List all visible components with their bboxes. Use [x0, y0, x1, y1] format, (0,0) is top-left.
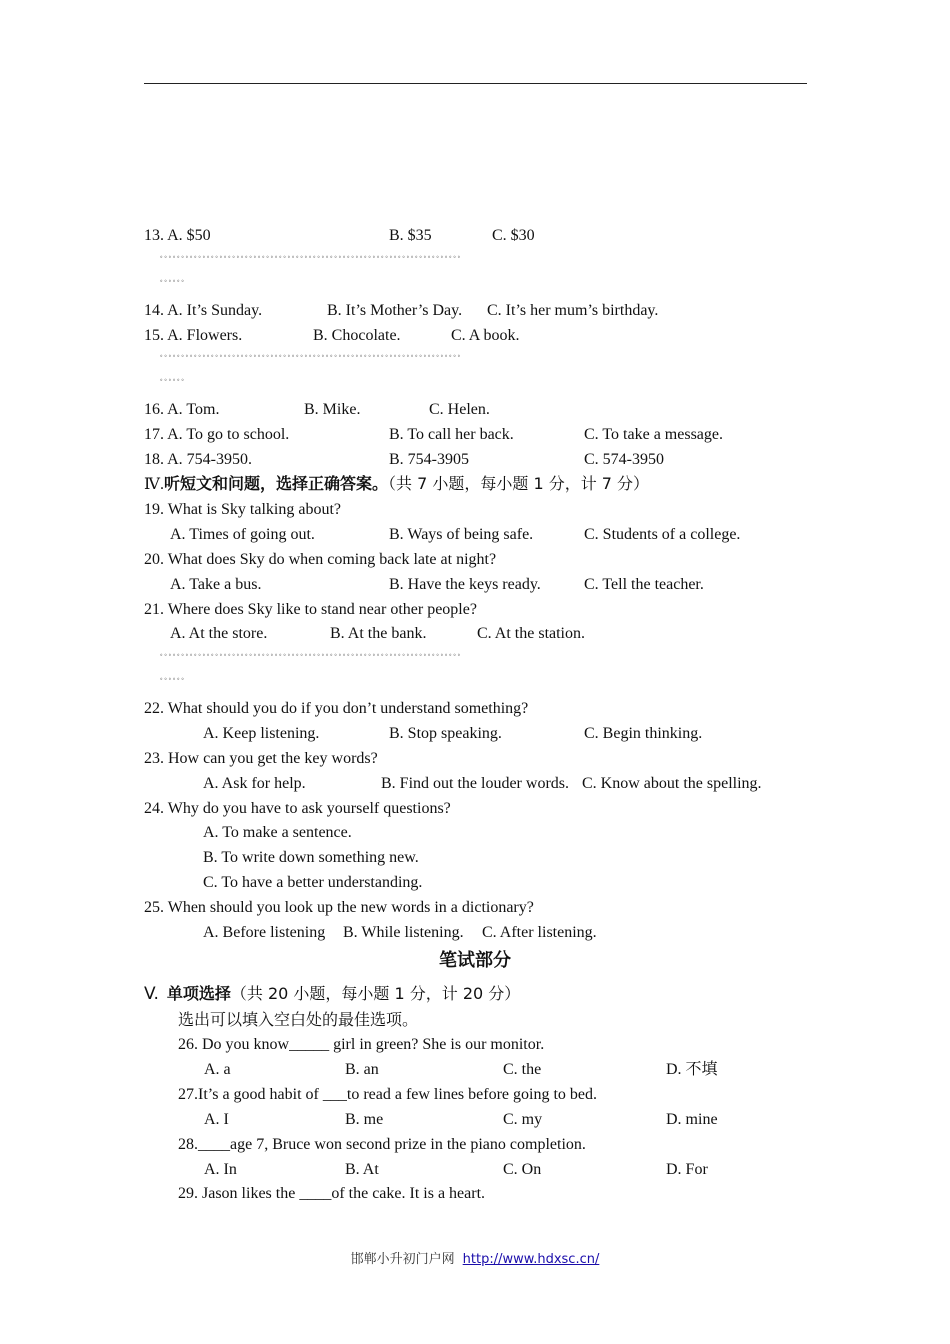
q19-question: 19. What is Sky talking about? [144, 501, 342, 518]
q24-option-a: A. To make a sentence. [203, 824, 352, 841]
q16-option-a: 16. A. Tom. [144, 401, 220, 418]
q25-option-c: C. After listening. [482, 924, 597, 941]
q28-option-a: A. In [204, 1161, 237, 1178]
q19-option-c: C. Students of a college. [584, 526, 741, 543]
q24-question: 24. Why do you have to ask yourself questions? [144, 800, 451, 817]
q23-option-c: C. Know about the spelling. [582, 775, 762, 792]
q17-option-b: B. To call her back. [389, 426, 514, 443]
q13-option-b: B. $35 [389, 227, 432, 244]
q15-option-b: B. Chocolate. [313, 327, 401, 344]
q28-question: 28.____age 7, Bruce won second prize in the piano completion. [178, 1136, 586, 1153]
dotted-separator: ﾟﾟﾟﾟﾟﾟﾟﾟﾟﾟﾟﾟﾟﾟﾟﾟﾟﾟﾟﾟﾟﾟﾟﾟﾟﾟﾟﾟﾟﾟﾟﾟﾟﾟﾟﾟﾟﾟﾟﾟﾟﾟﾟﾟﾟﾟﾟﾟﾟﾟﾟﾟﾟﾟﾟﾟﾟﾟﾟﾟﾟﾟﾟﾟﾟﾟﾟﾟﾟﾟﾟ [160, 654, 462, 664]
header-rule [144, 83, 807, 84]
dotted-separator-tail: ﾟﾟﾟﾟﾟﾟ [160, 678, 186, 688]
dotted-separator: ﾟﾟﾟﾟﾟﾟﾟﾟﾟﾟﾟﾟﾟﾟﾟﾟﾟﾟﾟﾟﾟﾟﾟﾟﾟﾟﾟﾟﾟﾟﾟﾟﾟﾟﾟﾟﾟﾟﾟﾟﾟﾟﾟﾟﾟﾟﾟﾟﾟﾟﾟﾟﾟﾟﾟﾟﾟﾟﾟﾟﾟﾟﾟﾟﾟﾟﾟﾟﾟﾟﾟ [160, 355, 462, 365]
q20-option-a: A. Take a bus. [170, 576, 262, 593]
section-5-prefix: V. [144, 984, 159, 1004]
q17-option-c: C. To take a message. [584, 426, 723, 443]
q27-option-b: B. me [345, 1111, 384, 1128]
dotted-separator: ﾟﾟﾟﾟﾟﾟﾟﾟﾟﾟﾟﾟﾟﾟﾟﾟﾟﾟﾟﾟﾟﾟﾟﾟﾟﾟﾟﾟﾟﾟﾟﾟﾟﾟﾟﾟﾟﾟﾟﾟﾟﾟﾟﾟﾟﾟﾟﾟﾟﾟﾟﾟﾟﾟﾟﾟﾟﾟﾟﾟﾟﾟﾟﾟﾟﾟﾟﾟﾟﾟﾟ [160, 256, 462, 266]
section-4-prefix: Ⅳ. [144, 476, 164, 493]
section-5-note: （共 20 小题，每小题 1 分，计 20 分） [230, 984, 521, 1003]
q26-option-c: C. the [503, 1061, 542, 1078]
q21-option-c: C. At the station. [477, 625, 585, 642]
q23-question: 23. How can you get the key words? [144, 750, 378, 767]
q27-question: 27.It’s a good habit of ___to read a few lines before going to bed. [178, 1086, 597, 1103]
q22-question: 22. What should you do if you don’t understand something? [144, 700, 529, 717]
q26-option-d: D. 不填 [666, 1061, 718, 1078]
page-footer [0, 1248, 950, 1267]
q20-option-c: C. Tell the teacher. [584, 576, 704, 593]
q15-option-c: C. A book. [451, 327, 520, 344]
q21-option-a: A. At the store. [170, 625, 268, 642]
written-part-heading: 笔试部分 [439, 950, 511, 971]
q22-option-b: B. Stop speaking. [389, 725, 502, 742]
q18-option-a: 18. A. 754-3950. [144, 451, 252, 468]
section-5-heading [144, 984, 520, 1005]
section-5-instruction: 选出可以填入空白处的最佳选项。 [178, 1010, 419, 1029]
q27-option-c: C. my [503, 1111, 543, 1128]
q24-option-b: B. To write down something new. [203, 849, 419, 866]
q20-option-b: B. Have the keys ready. [389, 576, 541, 593]
q19-option-a: A. Times of going out. [170, 526, 315, 543]
section-4-heading [144, 474, 649, 495]
q28-option-c: C. On [503, 1161, 542, 1178]
q28-option-d: D. For [666, 1161, 708, 1178]
q13-option-a: 13. A. $50 [144, 227, 211, 244]
q14-option-c: C. It’s her mum’s birthday. [487, 302, 659, 319]
q21-question: 21. Where does Sky like to stand near other people? [144, 601, 477, 618]
q22-option-c: C. Begin thinking. [584, 725, 703, 742]
q24-option-c: C. To have a better understanding. [203, 874, 423, 891]
q26-option-a: A. a [204, 1061, 231, 1078]
q26-option-b: B. an [345, 1061, 379, 1078]
section-4-note: （共 7 小题，每小题 1 分，计 7 分） [388, 474, 650, 493]
dotted-separator-tail: ﾟﾟﾟﾟﾟﾟ [160, 280, 186, 290]
q13-option-c: C. $30 [492, 227, 535, 244]
dotted-separator-tail: ﾟﾟﾟﾟﾟﾟ [160, 379, 186, 389]
footer-site-name: 邯郸小升初门户网 [350, 1252, 455, 1267]
q14-option-b: B. It’s Mother’s Day. [327, 302, 463, 319]
q28-option-b: B. At [345, 1161, 379, 1178]
section-4-title: 听短文和问题，选择正确答案。 [163, 474, 388, 493]
q23-option-a: A. Ask for help. [203, 775, 306, 792]
q27-option-a: A. I [204, 1111, 229, 1128]
q18-option-c: C. 574-3950 [584, 451, 664, 468]
q20-question: 20. What does Sky do when coming back late at night? [144, 551, 497, 568]
footer-link[interactable]: http://www.hdxsc.cn/ [462, 1252, 600, 1267]
q29-question: 29. Jason likes the ____of the cake. It is a heart. [178, 1185, 486, 1202]
q18-option-b: B. 754-3905 [389, 451, 469, 468]
q25-question: 25. When should you look up the new words in a dictionary? [144, 899, 534, 916]
q22-option-a: A. Keep listening. [203, 725, 320, 742]
section-5-title: 单项选择 [166, 984, 231, 1003]
q17-option-a: 17. A. To go to school. [144, 426, 290, 443]
q16-option-c: C. Helen. [429, 401, 490, 418]
q23-option-b: B. Find out the louder words. [381, 775, 569, 792]
q19-option-b: B. Ways of being safe. [389, 526, 534, 543]
q16-option-b: B. Mike. [304, 401, 361, 418]
q15-option-a: 15. A. Flowers. [144, 327, 243, 344]
q25-option-a: A. Before listening [203, 924, 326, 941]
q26-question: 26. Do you know_____ girl in green? She is our monitor. [178, 1036, 545, 1053]
q27-option-d: D. mine [666, 1111, 718, 1128]
q25-option-b: B. While listening. [343, 924, 464, 941]
q21-option-b: B. At the bank. [330, 625, 427, 642]
q14-option-a: 14. A. It’s Sunday. [144, 302, 263, 319]
